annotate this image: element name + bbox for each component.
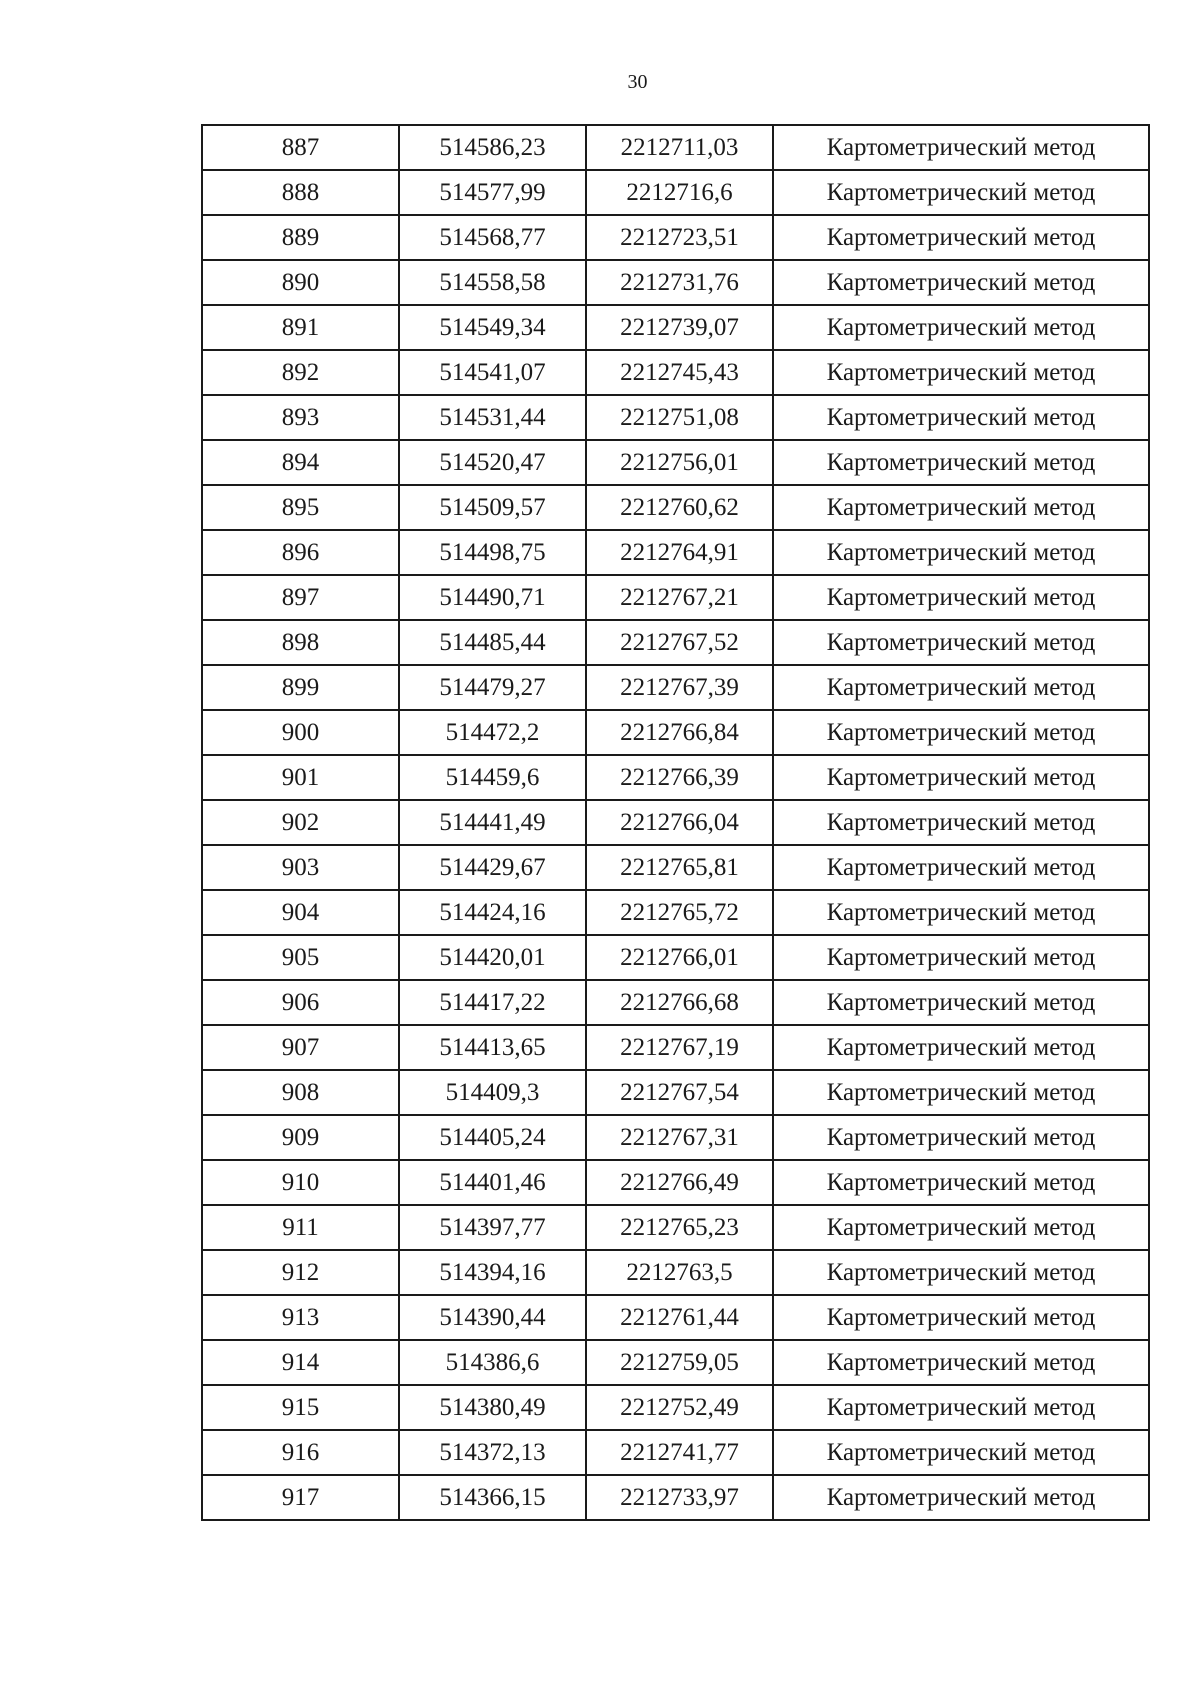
x-coordinate-cell: 514413,65 (399, 1025, 586, 1070)
point-number-cell: 913 (202, 1295, 399, 1340)
x-coordinate-cell: 514405,24 (399, 1115, 586, 1160)
table-row (202, 755, 1149, 800)
x-coordinate-cell: 514441,49 (399, 800, 586, 845)
x-coordinate-cell: 514420,01 (399, 935, 586, 980)
method-cell: Картометрический метод (773, 350, 1149, 395)
x-coordinate-cell: 514401,46 (399, 1160, 586, 1205)
y-coordinate-cell: 2212756,01 (586, 440, 773, 485)
point-number-cell: 914 (202, 1340, 399, 1385)
table-row (202, 260, 1149, 305)
method-cell: Картометрический метод (773, 215, 1149, 260)
method-cell: Картометрический метод (773, 1430, 1149, 1475)
x-coordinate-cell: 514390,44 (399, 1295, 586, 1340)
table-row (202, 575, 1149, 620)
method-cell: Картометрический метод (773, 665, 1149, 710)
method-cell: Картометрический метод (773, 980, 1149, 1025)
table-row (202, 530, 1149, 575)
method-cell: Картометрический метод (773, 800, 1149, 845)
point-number-cell: 912 (202, 1250, 399, 1295)
y-coordinate-cell: 2212759,05 (586, 1340, 773, 1385)
table-row (202, 395, 1149, 440)
x-coordinate-cell: 514558,58 (399, 260, 586, 305)
x-coordinate-cell: 514417,22 (399, 980, 586, 1025)
point-number-cell: 906 (202, 980, 399, 1025)
y-coordinate-cell: 2212767,21 (586, 575, 773, 620)
point-number-cell: 900 (202, 710, 399, 755)
table-row (202, 1385, 1149, 1430)
y-coordinate-cell: 2212766,84 (586, 710, 773, 755)
table-row (202, 1250, 1149, 1295)
y-coordinate-cell: 2212733,97 (586, 1475, 773, 1520)
table-row (202, 125, 1149, 170)
table-row (202, 800, 1149, 845)
y-coordinate-cell: 2212739,07 (586, 305, 773, 350)
table-row (202, 935, 1149, 980)
point-number-cell: 911 (202, 1205, 399, 1250)
table-row (202, 665, 1149, 710)
point-number-cell: 905 (202, 935, 399, 980)
method-cell: Картометрический метод (773, 1475, 1149, 1520)
y-coordinate-cell: 2212767,52 (586, 620, 773, 665)
point-number-cell: 907 (202, 1025, 399, 1070)
coordinates-table (201, 124, 1150, 1521)
y-coordinate-cell: 2212716,6 (586, 170, 773, 215)
y-coordinate-cell: 2212731,76 (586, 260, 773, 305)
x-coordinate-cell: 514479,27 (399, 665, 586, 710)
y-coordinate-cell: 2212767,19 (586, 1025, 773, 1070)
method-cell: Картометрический метод (773, 575, 1149, 620)
method-cell: Картометрический метод (773, 755, 1149, 800)
method-cell: Картометрический метод (773, 530, 1149, 575)
y-coordinate-cell: 2212763,5 (586, 1250, 773, 1295)
y-coordinate-cell: 2212711,03 (586, 125, 773, 170)
method-cell: Картометрический метод (773, 440, 1149, 485)
x-coordinate-cell: 514380,49 (399, 1385, 586, 1430)
point-number-cell: 892 (202, 350, 399, 395)
x-coordinate-cell: 514498,75 (399, 530, 586, 575)
table-row (202, 1340, 1149, 1385)
method-cell: Картометрический метод (773, 395, 1149, 440)
y-coordinate-cell: 2212766,49 (586, 1160, 773, 1205)
x-coordinate-cell: 514386,6 (399, 1340, 586, 1385)
table-row (202, 1475, 1149, 1520)
point-number-cell: 898 (202, 620, 399, 665)
x-coordinate-cell: 514490,71 (399, 575, 586, 620)
method-cell: Картометрический метод (773, 1295, 1149, 1340)
table-row (202, 350, 1149, 395)
method-cell: Картометрический метод (773, 260, 1149, 305)
x-coordinate-cell: 514586,23 (399, 125, 586, 170)
x-coordinate-cell: 514409,3 (399, 1070, 586, 1115)
point-number-cell: 910 (202, 1160, 399, 1205)
y-coordinate-cell: 2212723,51 (586, 215, 773, 260)
point-number-cell: 896 (202, 530, 399, 575)
y-coordinate-cell: 2212766,04 (586, 800, 773, 845)
method-cell: Картометрический метод (773, 710, 1149, 755)
point-number-cell: 887 (202, 125, 399, 170)
table-row (202, 305, 1149, 350)
x-coordinate-cell: 514429,67 (399, 845, 586, 890)
method-cell: Картометрический метод (773, 1160, 1149, 1205)
method-cell: Картометрический метод (773, 1070, 1149, 1115)
table-row (202, 1160, 1149, 1205)
method-cell: Картометрический метод (773, 485, 1149, 530)
y-coordinate-cell: 2212765,81 (586, 845, 773, 890)
page-number: 30 (627, 71, 648, 93)
point-number-cell: 916 (202, 1430, 399, 1475)
x-coordinate-cell: 514541,07 (399, 350, 586, 395)
method-cell: Картометрический метод (773, 125, 1149, 170)
x-coordinate-cell: 514577,99 (399, 170, 586, 215)
table-row (202, 980, 1149, 1025)
x-coordinate-cell: 514509,57 (399, 485, 586, 530)
y-coordinate-cell: 2212752,49 (586, 1385, 773, 1430)
table-row (202, 1115, 1149, 1160)
point-number-cell: 917 (202, 1475, 399, 1520)
table-row (202, 620, 1149, 665)
x-coordinate-cell: 514397,77 (399, 1205, 586, 1250)
method-cell: Картометрический метод (773, 305, 1149, 350)
y-coordinate-cell: 2212765,23 (586, 1205, 773, 1250)
point-number-cell: 894 (202, 440, 399, 485)
method-cell: Картометрический метод (773, 170, 1149, 215)
x-coordinate-cell: 514424,16 (399, 890, 586, 935)
method-cell: Картометрический метод (773, 1205, 1149, 1250)
point-number-cell: 902 (202, 800, 399, 845)
x-coordinate-cell: 514520,47 (399, 440, 586, 485)
point-number-cell: 901 (202, 755, 399, 800)
y-coordinate-cell: 2212767,31 (586, 1115, 773, 1160)
y-coordinate-cell: 2212766,01 (586, 935, 773, 980)
table-row (202, 1070, 1149, 1115)
x-coordinate-cell: 514531,44 (399, 395, 586, 440)
y-coordinate-cell: 2212766,68 (586, 980, 773, 1025)
method-cell: Картометрический метод (773, 890, 1149, 935)
table-row (202, 890, 1149, 935)
method-cell: Картометрический метод (773, 1385, 1149, 1430)
table-row (202, 1025, 1149, 1070)
method-cell: Картометрический метод (773, 935, 1149, 980)
x-coordinate-cell: 514366,15 (399, 1475, 586, 1520)
point-number-cell: 908 (202, 1070, 399, 1115)
y-coordinate-cell: 2212766,39 (586, 755, 773, 800)
y-coordinate-cell: 2212765,72 (586, 890, 773, 935)
y-coordinate-cell: 2212751,08 (586, 395, 773, 440)
point-number-cell: 893 (202, 395, 399, 440)
point-number-cell: 904 (202, 890, 399, 935)
x-coordinate-cell: 514568,77 (399, 215, 586, 260)
point-number-cell: 888 (202, 170, 399, 215)
y-coordinate-cell: 2212760,62 (586, 485, 773, 530)
table-row (202, 440, 1149, 485)
method-cell: Картометрический метод (773, 1340, 1149, 1385)
y-coordinate-cell: 2212745,43 (586, 350, 773, 395)
coordinates-table-body (202, 125, 1149, 1520)
table-row (202, 215, 1149, 260)
point-number-cell: 897 (202, 575, 399, 620)
method-cell: Картометрический метод (773, 1250, 1149, 1295)
x-coordinate-cell: 514472,2 (399, 710, 586, 755)
x-coordinate-cell: 514394,16 (399, 1250, 586, 1295)
point-number-cell: 889 (202, 215, 399, 260)
table-row (202, 1430, 1149, 1475)
x-coordinate-cell: 514549,34 (399, 305, 586, 350)
point-number-cell: 890 (202, 260, 399, 305)
point-number-cell: 915 (202, 1385, 399, 1430)
y-coordinate-cell: 2212761,44 (586, 1295, 773, 1340)
x-coordinate-cell: 514459,6 (399, 755, 586, 800)
x-coordinate-cell: 514372,13 (399, 1430, 586, 1475)
table-row (202, 710, 1149, 755)
method-cell: Картометрический метод (773, 845, 1149, 890)
table-row (202, 170, 1149, 215)
table-row (202, 1295, 1149, 1340)
point-number-cell: 909 (202, 1115, 399, 1160)
x-coordinate-cell: 514485,44 (399, 620, 586, 665)
method-cell: Картометрический метод (773, 1025, 1149, 1070)
method-cell: Картометрический метод (773, 1115, 1149, 1160)
point-number-cell: 899 (202, 665, 399, 710)
table-row (202, 1205, 1149, 1250)
table-row (202, 485, 1149, 530)
point-number-cell: 903 (202, 845, 399, 890)
table-row (202, 845, 1149, 890)
y-coordinate-cell: 2212741,77 (586, 1430, 773, 1475)
method-cell: Картометрический метод (773, 620, 1149, 665)
point-number-cell: 891 (202, 305, 399, 350)
y-coordinate-cell: 2212767,39 (586, 665, 773, 710)
y-coordinate-cell: 2212764,91 (586, 530, 773, 575)
y-coordinate-cell: 2212767,54 (586, 1070, 773, 1115)
point-number-cell: 895 (202, 485, 399, 530)
